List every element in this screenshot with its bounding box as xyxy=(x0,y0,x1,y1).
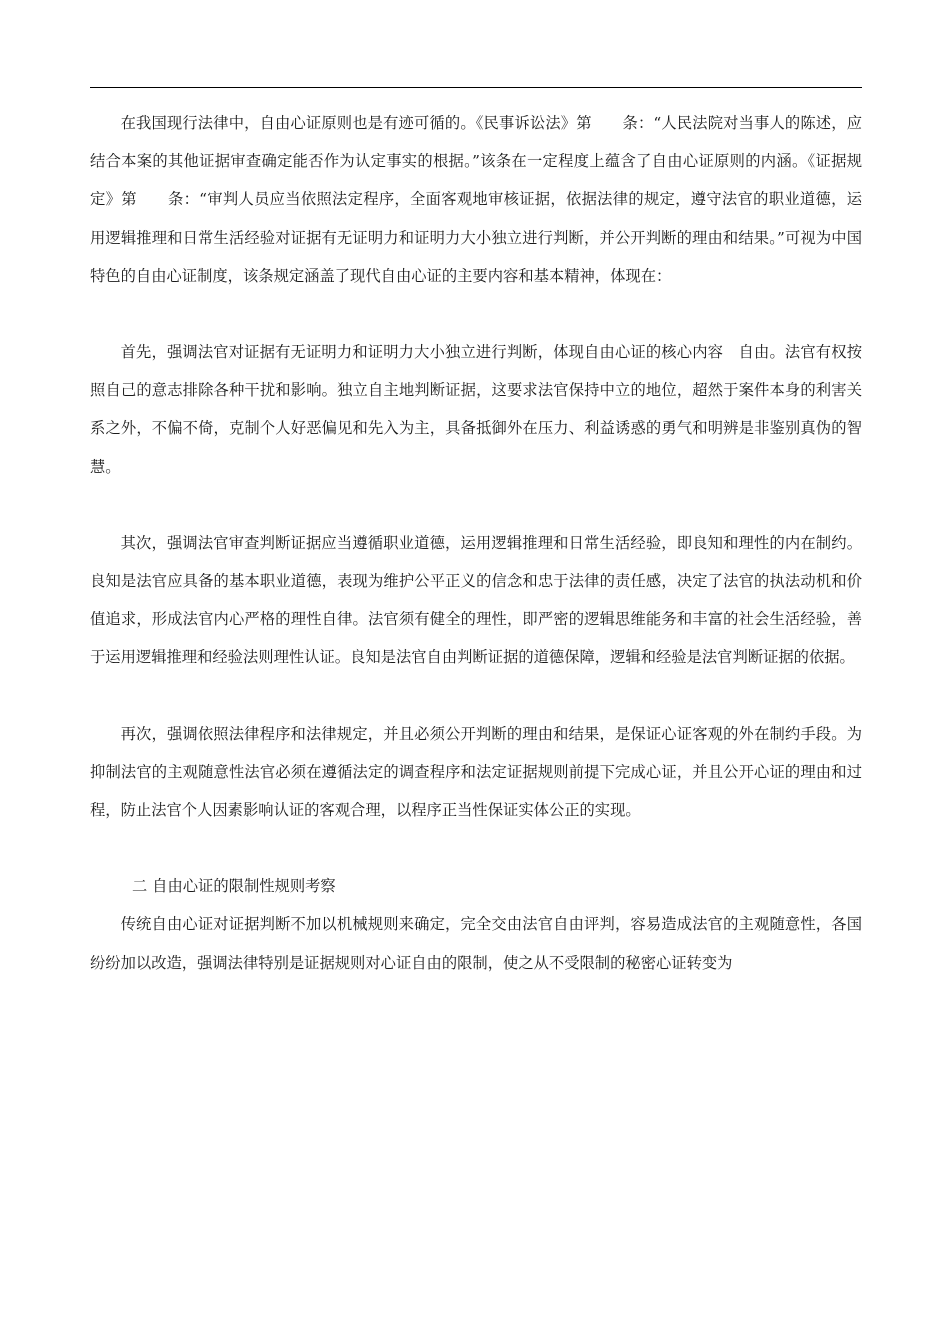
paragraph-traditional-free-evaluation: 传统自由心证对证据判断不加以机械规则来确定，完全交由法官自由评判，容易造成法官的主观随意性，各国纷纷加以改造，强调法律特别是证据规则对心证自由的限制，使之从不受限制的秘密心证转变为 xyxy=(90,915,862,972)
paragraph-legal-basis: 在我国现行法律中，自由心证原则也是有迹可循的。《民事诉讼法》第 条：“人民法院对当事人的陈述，应结合本案的其他证据审查确定能否作为认定事实的根据。”该条在一定程度上蕴含了自由心证原则的内涵。《证据规定》第 条：“审判人员应当依照法定程序，全面客观地审核证据，依据法律的规定，遵守法官的职业道德，运用逻辑推理和日常生活经验对证据有无证明力和证明力大小独立进行判断，并公开判断的理由和结果。”可视为中国特色的自由心证制度，该条规定涵盖了现代自由心证的主要内容和基本精神，体现在： xyxy=(90,114,862,285)
paragraph-second-point: 其次，强调法官审查判断证据应当遵循职业道德，运用逻辑推理和日常生活经验，即良知和理性的内在制约。良知是法官应具备的基本职业道德，表现为维护公平正义的信念和忠于法律的责任感，决定了法官的执法动机和价值追求，形成法官内心严格的理性自律。法官须有健全的理性，即严密的逻辑思维能务和丰富的社会生活经验，善于运用逻辑推理和经验法则理性认证。良知是法官自由判断证据的道德保障，逻辑和经验是法官判断证据的依据。 xyxy=(90,533,862,667)
document-body xyxy=(90,104,862,982)
header-rule xyxy=(90,87,862,88)
paragraph-third-point: 再次，强调依照法律程序和法律规定，并且必须公开判断的理由和结果，是保证心证客观的外在制约手段。为抑制法官的主观随意性法官必须在遵循法定的调查程序和法定证据规则前提下完成心证，并且公开心证的理由和过程，防止法官个人因素影响认证的客观合理，以程序正当性保证实体公正的实现。 xyxy=(90,724,862,820)
paragraph-first-point: 首先，强调法官对证据有无证明力和证明力大小独立进行判断，体现自由心证的核心内容 自由。法官有权按照自己的意志排除各种干扰和影响。独立自主地判断证据，这要求法官保持中立的地位，超然于案件本身的利害关系之外，不偏不倚，克制个人好恶偏见和先入为主，具备抵御外在压力、利益诱惑的勇气和明辨是非鉴别真伪的智慧。 xyxy=(90,343,862,476)
section-heading: 二 自由心证的限制性规则考察 xyxy=(132,877,336,896)
